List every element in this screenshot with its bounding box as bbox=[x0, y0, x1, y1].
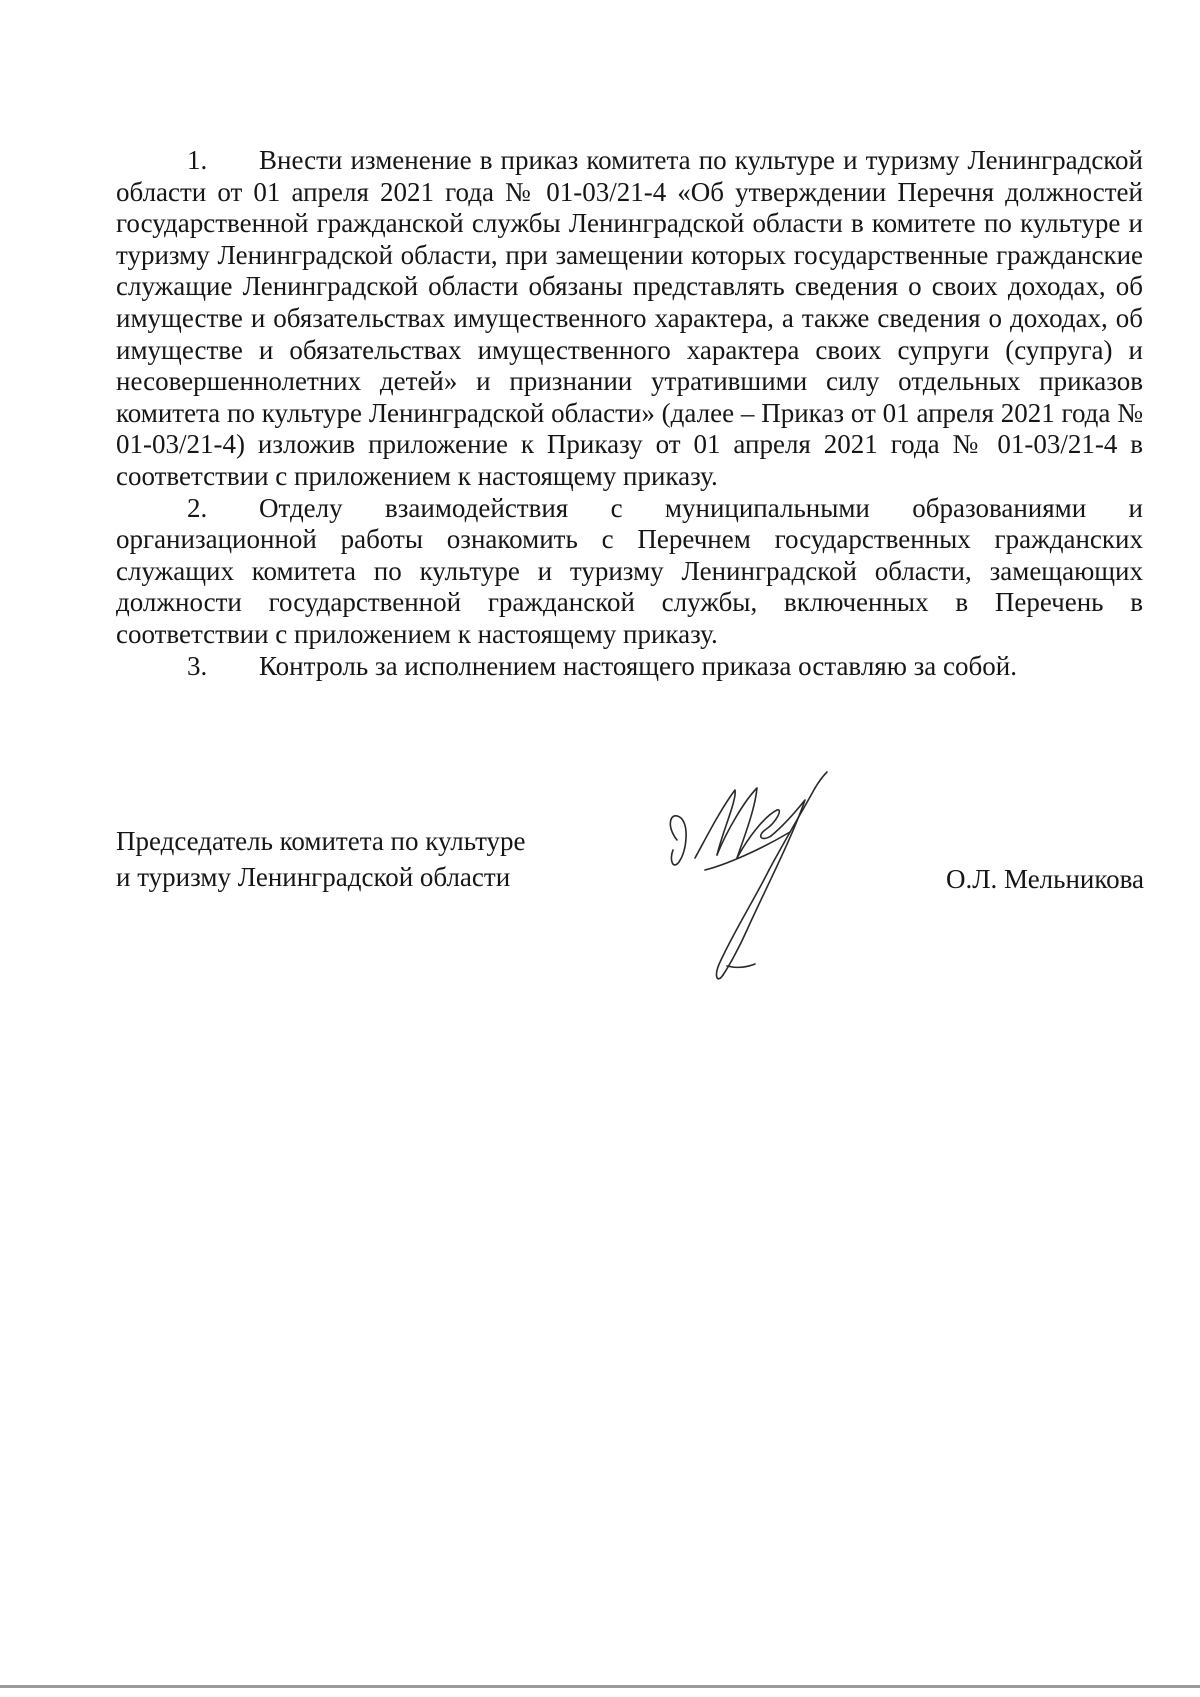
signer-position-line: и туризму Ленинградской области bbox=[116, 862, 511, 892]
handwritten-signature bbox=[665, 770, 895, 990]
page-bottom-divider bbox=[0, 1685, 1200, 1688]
item-number: 3. bbox=[187, 650, 208, 681]
list-item bbox=[116, 651, 1143, 683]
item-text: Контроль за исполнением настоящего приказа оставляю за собой. bbox=[259, 650, 1017, 681]
item-number: 2. bbox=[187, 492, 208, 523]
signer-position-line: Председатель комитета по культуре bbox=[116, 826, 526, 856]
item-text: Отделу взаимодействия с муниципальными образованиями и организационной работы ознакомить с Перечнем государственных гражданских служащих комитета по культуре и туризму Ленинградской области, замещающих должности государственной гражданской службы, включенных в Перечень в соответствии с приложением к настоящему приказу. bbox=[116, 492, 1143, 649]
signer-position bbox=[116, 823, 526, 895]
document-body bbox=[116, 145, 1143, 682]
item-number: 1. bbox=[187, 145, 208, 175]
item-text: Внести изменение в приказ комитета по культуре и туризму Ленинградской области от 01 апреля 2021 года № 01-03/21-4 «Об утверждении Перечня должностей государственной гражданской службы Ленинградской области в комитете по культуре и туризму Ленинградской области, при замещении которых государственные гражданские служащие Ленинградской области обязаны представлять сведения о своих доходах, об имуществе и обязательствах имущественного характера, а также сведения о доходах, об имуществе и обязательствах имущественного характера своих супруги (супруга) и несовершеннолетних детей» и признании утратившими силу отдельных приказов комитета по культуре Ленинградской области» (далее – Приказ от 01 апреля 2021 года № 01-03/21-4) изложив приложение к Приказу от 01 апреля 2021 года № 01-03/21-4 в соответствии с приложением к настоящему приказу. bbox=[116, 145, 1143, 491]
list-item bbox=[116, 493, 1143, 651]
signer-name: О.Л. Мельникова bbox=[945, 864, 1144, 894]
list-item bbox=[116, 145, 1143, 493]
